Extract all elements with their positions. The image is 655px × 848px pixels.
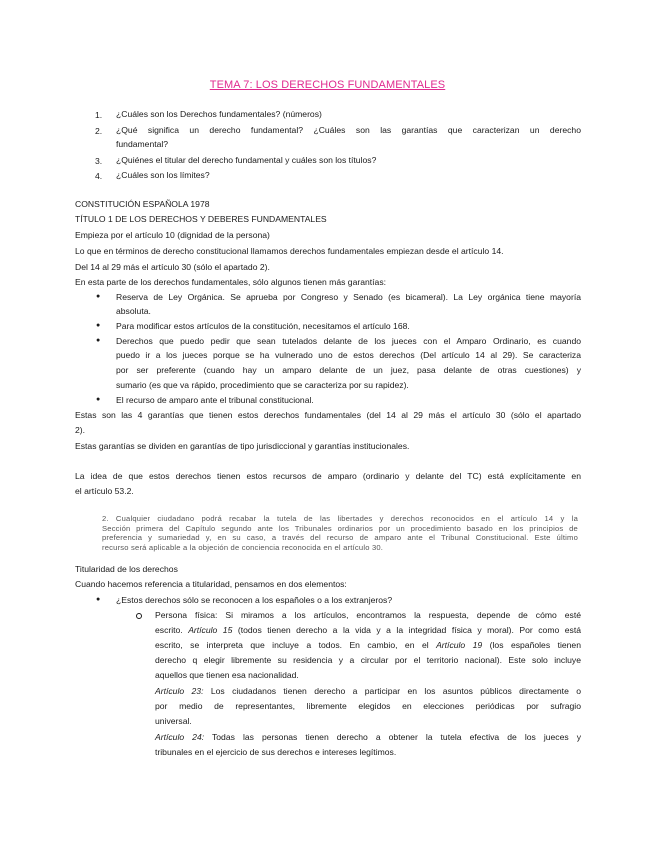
article-quote xyxy=(102,514,578,552)
persona-line xyxy=(155,624,581,636)
section-heading: Titularidad de los derechos xyxy=(75,564,178,574)
bullet-icon: ● xyxy=(96,337,101,344)
paragraph: Empieza por el artículo 10 (dignidad de la persona) xyxy=(75,230,270,240)
paragraph: Lo que en términos de derecho constitucional llamamos derechos fundamentales empiezan desde el artículo 14. xyxy=(75,246,504,256)
question-number: 1. xyxy=(95,110,103,120)
question-line: fundamental? xyxy=(116,139,169,149)
article-23-line: universal. xyxy=(155,716,192,726)
bullet-icon: ● xyxy=(96,293,101,300)
quote-line: recurso será aplicable a la objeción de conciencia reconocida en el artículo 30. xyxy=(102,542,384,552)
list-item-line: Para modificar estos artículos de la constitución, necesitamos el artículo 168. xyxy=(116,321,410,331)
page-title: TEMA 7: LOS DERECHOS FUNDAMENTALES xyxy=(209,79,446,91)
list-item-line: sumario (es que va rápido, procedimiento que se caracteriza por su rapidez). xyxy=(116,380,409,390)
paragraph: 2). xyxy=(75,425,86,435)
list-item-line: Derechos que puedo pedir que sean tutelados delante de los jueces con el Amparo Ordinario, es cuando xyxy=(116,336,581,346)
article-24-line xyxy=(155,731,581,743)
article-ref: Artículo 24: xyxy=(155,732,205,742)
question-number: 4. xyxy=(95,171,103,181)
article-24-line: tribunales en el ejercicio de sus derechos e intereses legítimos. xyxy=(155,747,397,757)
list-item-line: ¿Estos derechos sólo se reconocen a los españoles o a los extranjeros? xyxy=(116,595,393,605)
bullet-icon: ● xyxy=(96,596,101,603)
bullet-icon: ● xyxy=(96,396,101,403)
article-ref: Artículo 23: xyxy=(155,686,204,696)
bullet-icon: ● xyxy=(96,322,101,329)
persona-line: derecho q elegir libremente su residencia y a circular por el territorio nacional). Este solo incluye xyxy=(155,655,581,665)
constitution-heading: CONSTITUCIÓN ESPAÑOLA 1978 xyxy=(75,199,210,209)
article-23-line: por medio de representantes, libremente elegidos en elecciones periódicas por sufragio xyxy=(155,701,581,711)
text-span: Los ciudadanos tienen derecho a participar en los asuntos públicos directamente o xyxy=(203,686,582,696)
article-ref: Artículo 15 xyxy=(188,625,233,635)
titulo-heading: TÍTULO 1 DE LOS DERECHOS Y DEBERES FUNDAMENTALES xyxy=(75,214,327,224)
quote-line: 2. Cualquier ciudadano podrá recabar la tutela de las libertades y derechos reconocidos en el artículo 14 y la xyxy=(102,514,578,523)
text-span: escrito. xyxy=(155,625,189,635)
list-item-line: por ser preferente (cuando hay un amparo delante de un juez, pasa delante de otras cuestiones) y xyxy=(116,365,581,375)
paragraph: En esta parte de los derechos fundamentales, sólo algunos tienen más garantías: xyxy=(75,277,387,287)
paragraph: Cuando hacemos referencia a titularidad, pensamos en dos elementos: xyxy=(75,579,347,589)
question-number: 2. xyxy=(95,126,103,136)
question-line: ¿Cuáles son los Derechos fundamentales? (números) xyxy=(116,109,322,119)
paragraph: Estas son las 4 garantías que tienen estos derechos fundamentales (del 14 al 29 más el artículo 30 (sólo el apartado xyxy=(75,410,581,420)
persona-line: Persona física: Si miramos a los artículos, encontramos la respuesta, depende de cómo esté xyxy=(155,610,581,620)
list-item-line: Reserva de Ley Orgánica. Se aprueba por Congreso y Senado (es bicameral). La Ley orgánica tiene mayoría xyxy=(116,292,581,302)
question-line: ¿Cuáles son los límites? xyxy=(116,170,210,180)
text-span: escrito, se interpreta que incluye a todos. En cambio, en el xyxy=(155,640,437,650)
persona-line xyxy=(155,639,581,651)
question-line: ¿Quiénes el titular del derecho fundamental y cuáles son los títulos? xyxy=(116,155,377,165)
article-23-line xyxy=(155,685,581,697)
list-item-line: puedo ir a los jueces porque se ha vulnerado uno de estos derechos (Del artículo 14 al 29). Se caracteriza xyxy=(116,350,581,360)
paragraph: La idea de que estos derechos tienen estos recursos de amparo (ordinario y delante del TC) está explícitamente en xyxy=(75,471,581,481)
paragraph: Estas garantías se dividen en garantías de tipo jurisdiccional y garantías institucionales. xyxy=(75,441,410,451)
question-line: ¿Qué significa un derecho fundamental? ¿Cuáles son las garantías que caracterizan un derecho xyxy=(116,125,581,135)
paragraph: Del 14 al 29 más el artículo 30 (sólo el apartado 2). xyxy=(75,262,270,272)
quote-line: preferencia y sumariedad y, en su caso, a través del recurso de amparo ante el Tribunal Constitucional. Este último xyxy=(102,533,578,542)
quote-line: Sección primera del Capítulo segundo ante los Tribunales ordinarios por un procedimiento basado en los principios de xyxy=(102,523,578,533)
article-ref: Artículo 19 xyxy=(436,640,483,650)
list-item-line: absoluta. xyxy=(116,306,151,316)
paragraph: el artículo 53.2. xyxy=(75,486,134,496)
list-item-line: El recurso de amparo ante el tribunal constitucional. xyxy=(116,395,314,405)
text-span: (todos tienen derecho a la vida y a la integridad física y moral). Por como está xyxy=(232,625,581,635)
text-span: (los españoles tienen xyxy=(482,640,581,650)
circle-bullet-icon xyxy=(136,613,142,619)
question-number: 3. xyxy=(95,156,103,166)
persona-line: aquellos que tienen esa nacionalidad. xyxy=(155,670,299,680)
text-span: Todas las personas tienen derecho a obtener la tutela efectiva de los jueces y xyxy=(204,732,581,742)
